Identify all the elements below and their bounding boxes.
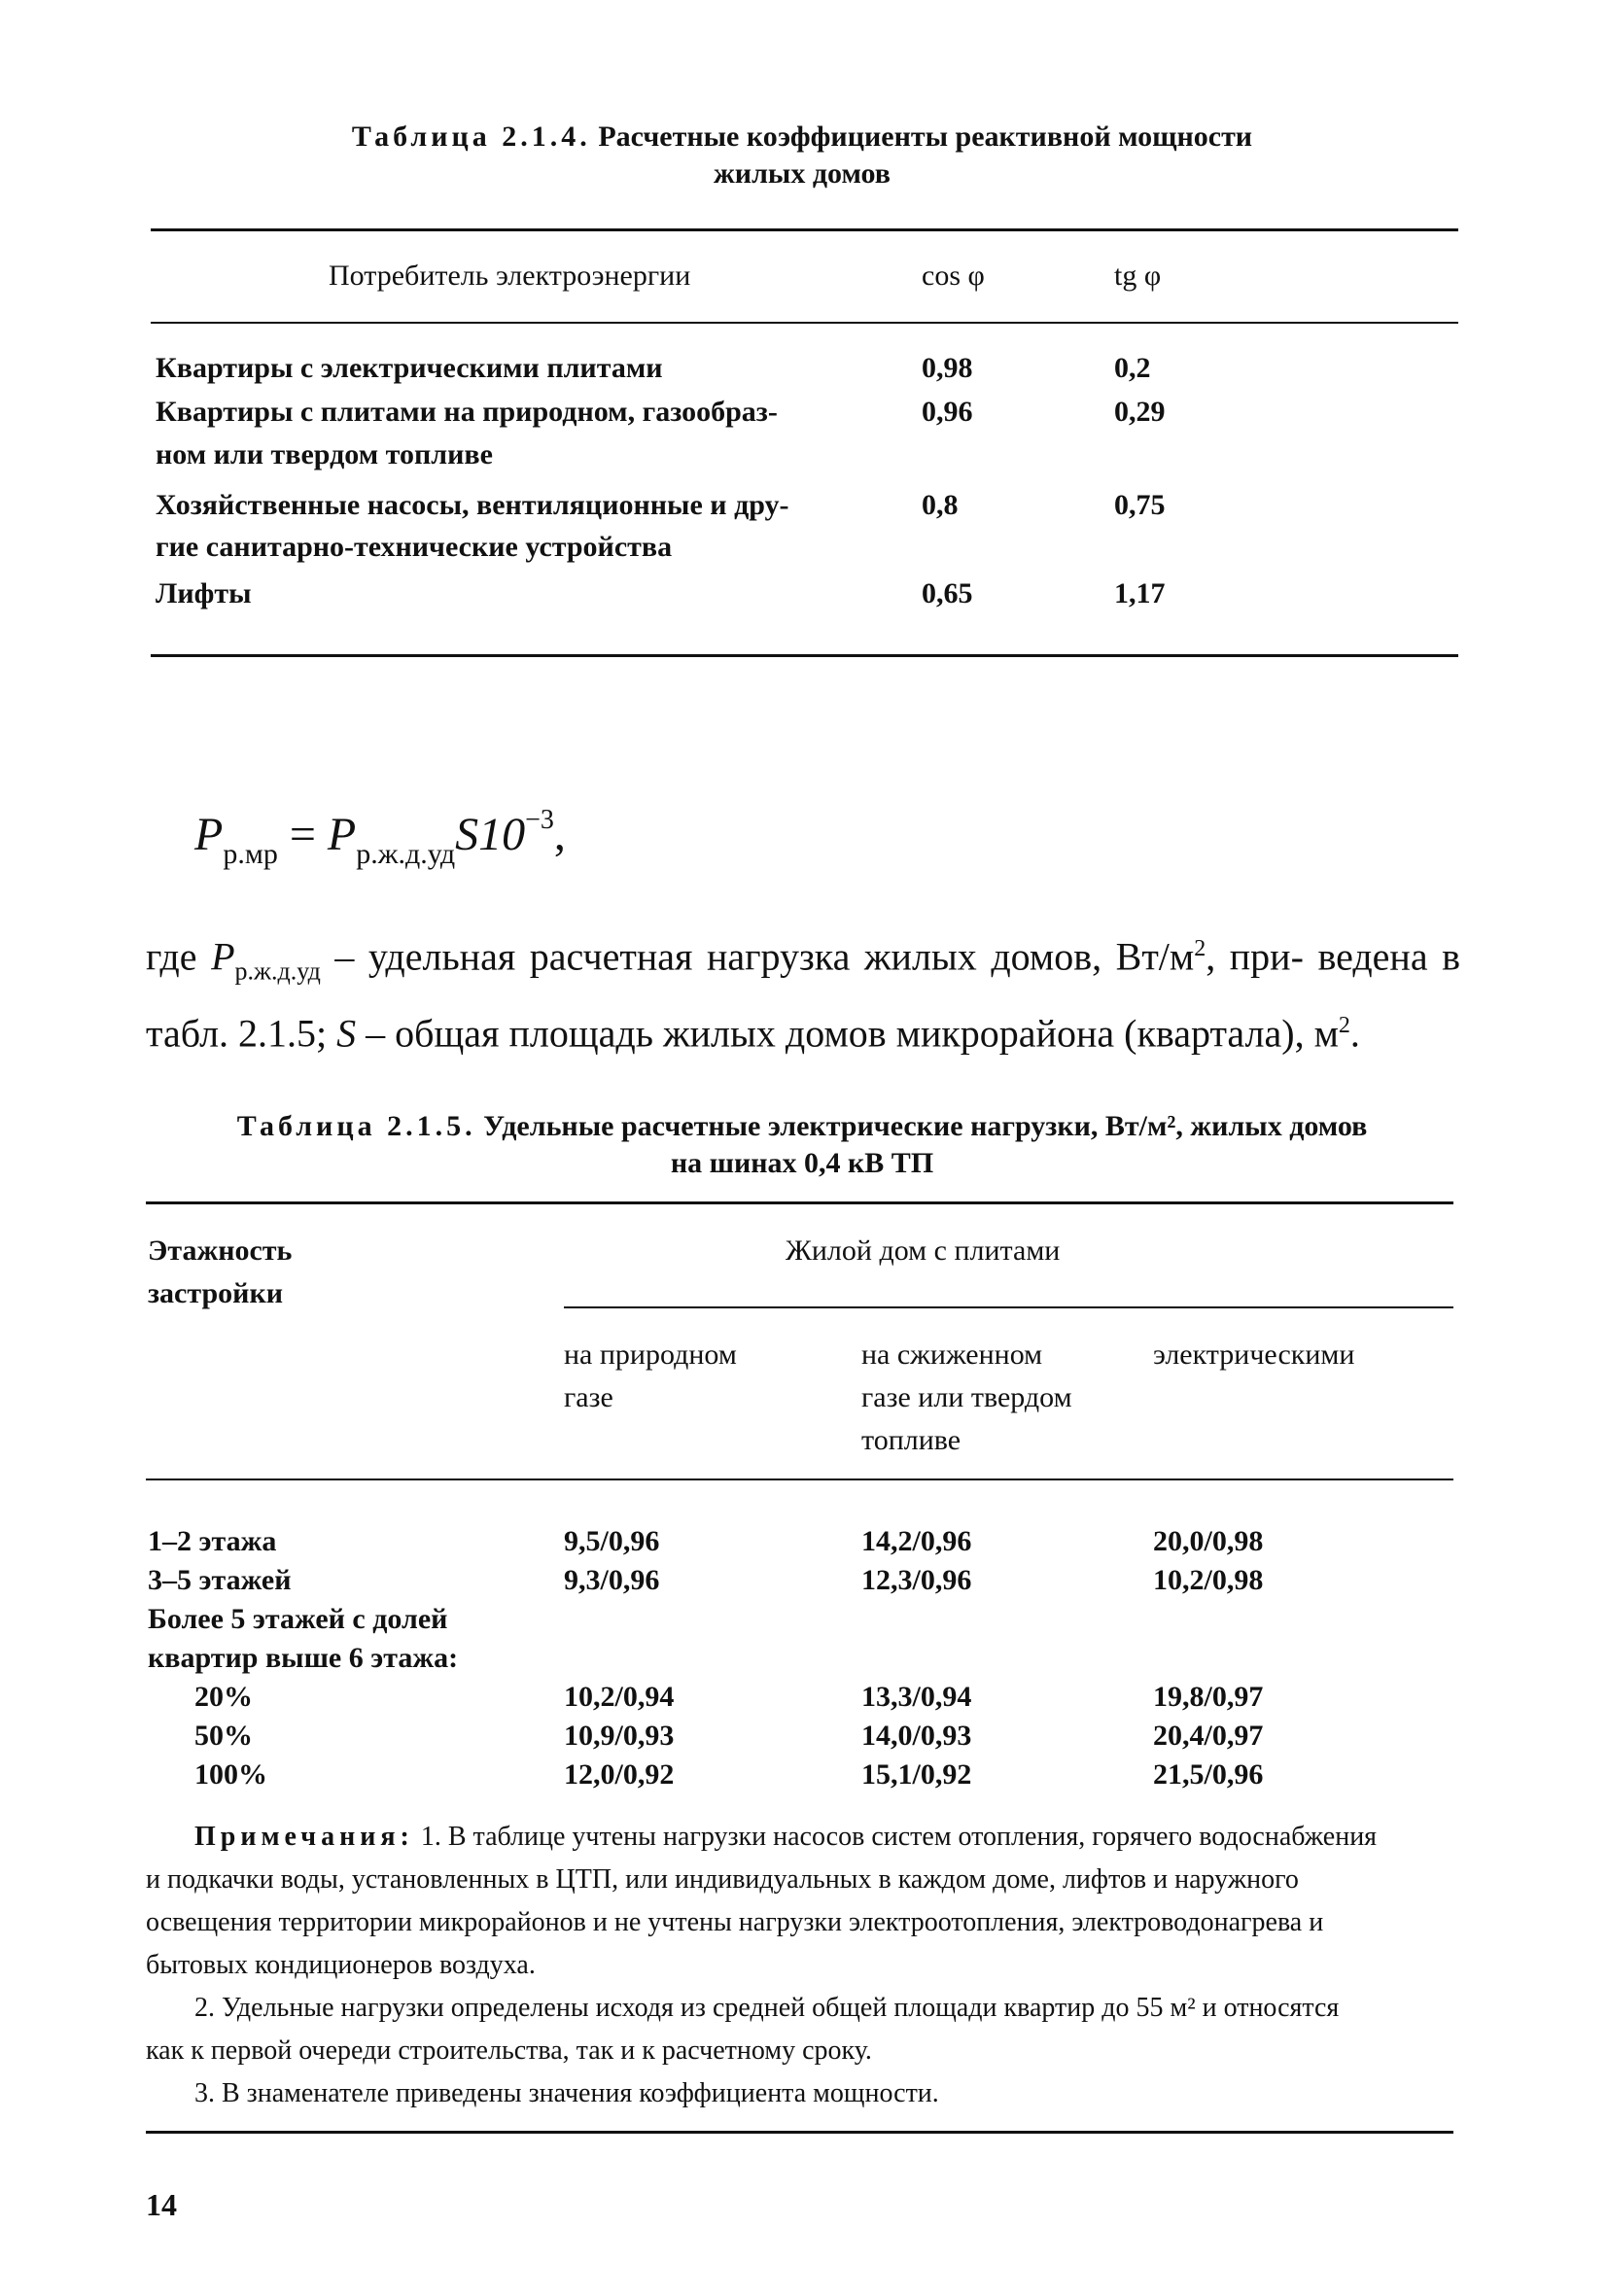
table1-bottom-rule bbox=[151, 654, 1458, 657]
page-number: 14 bbox=[146, 2187, 177, 2222]
formula-rhs-symbol: P bbox=[327, 809, 357, 860]
table2-row-label: квартир выше 6 этажа: bbox=[148, 1642, 459, 1674]
formula-lhs-symbol: P bbox=[194, 809, 224, 860]
table2-row-natural-gas: 9,5/0,96 bbox=[564, 1525, 660, 1557]
table2-row-electric: 21,5/0,96 bbox=[1153, 1758, 1264, 1791]
table1-row-consumer: Лифты bbox=[156, 577, 252, 609]
table2-caption bbox=[146, 1108, 1458, 1182]
formula-rhs-subscript: р.ж.д.уд bbox=[356, 838, 456, 870]
table2-subheader-liquefied-gas-line3: топливе bbox=[861, 1424, 961, 1456]
para-symbol-p: P bbox=[211, 934, 235, 979]
table2-header-floors-line2: застройки bbox=[148, 1277, 284, 1309]
note-3: 3. В знаменателе приведены значения коэффициента мощности. bbox=[194, 2078, 939, 2108]
table2-group-rule bbox=[564, 1306, 1453, 1308]
table2-row-electric: 20,4/0,97 bbox=[1153, 1720, 1264, 1752]
table1-row-consumer-line2: гие санитарно-технические устройства bbox=[156, 531, 673, 563]
table1-header-rule bbox=[151, 322, 1458, 324]
table1-row-cos: 0,96 bbox=[922, 396, 973, 428]
table2-row-natural-gas: 12,0/0,92 bbox=[564, 1758, 675, 1791]
formula-explanation bbox=[146, 922, 1460, 1061]
table2-subheader-electric: электрическими bbox=[1153, 1339, 1355, 1371]
table1-row-cos: 0,65 bbox=[922, 577, 973, 609]
table1-caption-title: Расчетные коэффициенты реактивной мощности bbox=[598, 121, 1253, 153]
table2-row-liquefied-gas: 14,0/0,93 bbox=[861, 1720, 972, 1752]
table2-subheader-natural-gas: на природном bbox=[564, 1339, 737, 1371]
table2-row-natural-gas: 10,9/0,93 bbox=[564, 1720, 675, 1752]
table2-caption-title-line2: на шинах 0,4 кВ ТП bbox=[670, 1147, 934, 1179]
formula-equals: = bbox=[289, 809, 316, 860]
table1-top-rule bbox=[151, 228, 1458, 231]
table2-row-label: 3–5 этажей bbox=[148, 1564, 292, 1596]
para-superscript-2: 2 bbox=[1338, 1013, 1350, 1039]
table2-row-label: Более 5 этажей с долей bbox=[148, 1603, 448, 1635]
formula-comma: , bbox=[553, 809, 566, 860]
table2-row-natural-gas: 10,2/0,94 bbox=[564, 1681, 675, 1713]
table2-row-label: 20% bbox=[194, 1681, 253, 1713]
table2-subheader-natural-gas-line2: газе bbox=[564, 1381, 613, 1413]
table1-row-tg: 0,75 bbox=[1114, 489, 1166, 521]
table1-caption-title-line2: жилых домов bbox=[714, 157, 891, 190]
table2-row-electric: 19,8/0,97 bbox=[1153, 1681, 1264, 1713]
table2-header-floors: Этажность bbox=[148, 1235, 293, 1267]
table2-row-liquefied-gas: 13,3/0,94 bbox=[861, 1681, 972, 1713]
table2-row-label: 1–2 этажа bbox=[148, 1525, 277, 1557]
para-symbol-s: S bbox=[336, 1011, 357, 1056]
note-1: 1. В таблице учтены нагрузки насосов систем отопления, горячего водоснабжения и подкачки воды, установленных в ЦТП, или индивидуальных в каждом доме, лифтов и наружного освещения территории микрорайонов и не учтены нагрузки электроотопления, электроводонагрева и бытовых кондиционеров воздуха. bbox=[146, 1822, 1378, 1980]
table1-row-consumer: Квартиры с электрическими плитами bbox=[156, 352, 663, 384]
table2-subheader-liquefied-gas: на сжиженном bbox=[861, 1339, 1043, 1371]
formula bbox=[194, 805, 566, 871]
table2-row-label: 100% bbox=[194, 1758, 267, 1791]
table1-header-cos: cos φ bbox=[922, 260, 985, 292]
table2-caption-number: Таблица 2.1.5. bbox=[236, 1110, 476, 1142]
table2-row-electric: 10,2/0,98 bbox=[1153, 1564, 1264, 1596]
table1-row-consumer-line2: ном или твердом топливе bbox=[156, 438, 493, 470]
footer-rule bbox=[146, 2131, 1453, 2134]
table1-row-cos: 0,98 bbox=[922, 352, 973, 384]
table1-caption-number: Таблица 2.1.4. bbox=[351, 121, 591, 153]
table2-row-label: 50% bbox=[194, 1720, 253, 1752]
para-text-4: . bbox=[1349, 1011, 1360, 1056]
notes-lead: Примечания: bbox=[194, 1822, 414, 1852]
para-text-2: , при- ведена в табл. 2.1.5; bbox=[146, 934, 1461, 1056]
table2-row-electric: 20,0/0,98 bbox=[1153, 1525, 1264, 1557]
table2-caption-title: Удельные расчетные электрические нагрузки, Вт/м², жилых домов bbox=[483, 1110, 1368, 1142]
formula-lhs-subscript: р.мр bbox=[223, 838, 278, 870]
table2-row-natural-gas: 9,3/0,96 bbox=[564, 1564, 660, 1596]
note-2: 2. Удельные нагрузки определены исходя из средней общей площади квартир до 55 м² и относятся как к первой очереди строительства, так и к расчетному сроку. bbox=[146, 1993, 1340, 2066]
table1-row-consumer: Квартиры с плитами на природном, газообраз- bbox=[156, 396, 778, 428]
table1-row-tg: 0,2 bbox=[1114, 352, 1151, 384]
formula-rhs-tail: S10 bbox=[455, 809, 526, 860]
table2-top-rule bbox=[146, 1201, 1453, 1204]
table2-row-liquefied-gas: 12,3/0,96 bbox=[861, 1564, 972, 1596]
table2-row-liquefied-gas: 15,1/0,92 bbox=[861, 1758, 972, 1791]
para-text-3: – общая площадь жилых домов микрорайона (квартала), м bbox=[366, 1011, 1339, 1056]
para-text-1: – удельная расчетная нагрузка жилых домов, Вт/м bbox=[334, 934, 1195, 979]
table1-row-cos: 0,8 bbox=[922, 489, 959, 521]
table2-header-rule bbox=[146, 1478, 1453, 1480]
table1-row-tg: 1,17 bbox=[1114, 577, 1166, 609]
para-superscript-1: 2 bbox=[1194, 936, 1206, 961]
table2-group-header: Жилой дом с плитами bbox=[786, 1235, 1061, 1267]
table1-header-consumer: Потребитель электроэнергии bbox=[329, 260, 691, 292]
table2-notes bbox=[146, 1816, 1381, 2115]
formula-exponent: −3 bbox=[525, 805, 554, 835]
para-symbol-p-subscript: р.ж.д.уд bbox=[234, 957, 321, 986]
table1-caption bbox=[146, 119, 1458, 192]
para-word-where: где bbox=[146, 934, 197, 979]
table2-row-liquefied-gas: 14,2/0,96 bbox=[861, 1525, 972, 1557]
table2-subheader-liquefied-gas-line2: газе или твердом bbox=[861, 1381, 1072, 1413]
table1-header-tg: tg φ bbox=[1114, 260, 1162, 292]
table1-row-consumer: Хозяйственные насосы, вентиляционные и дру- bbox=[156, 489, 789, 521]
table1-row-tg: 0,29 bbox=[1114, 396, 1166, 428]
